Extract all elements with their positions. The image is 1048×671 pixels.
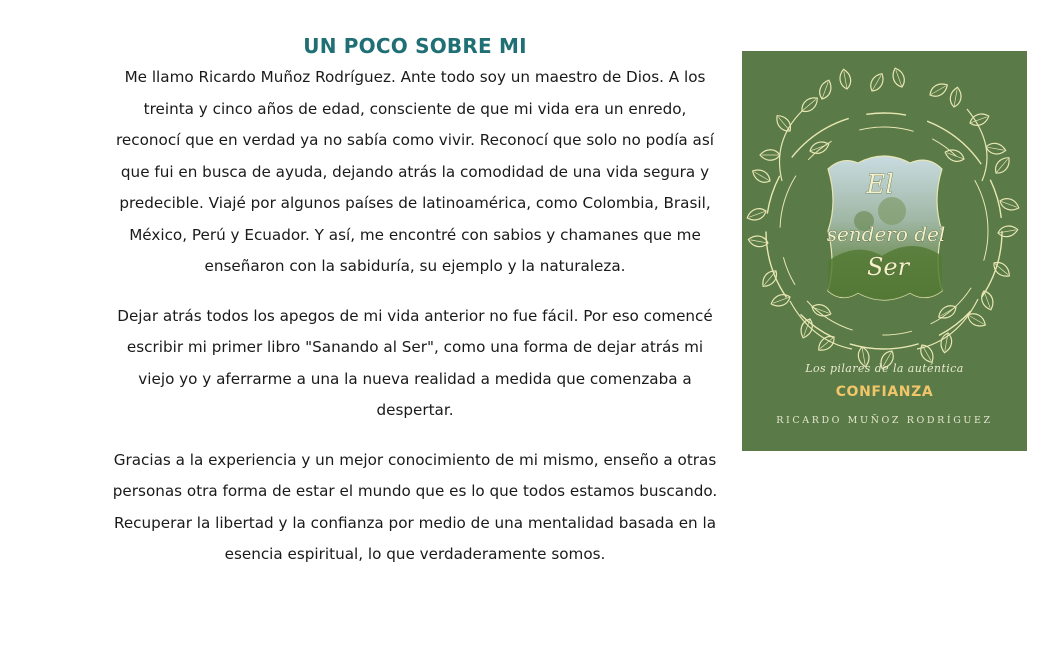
about-paragraph-2: Dejar atrás todos los apegos de mi vida anterior no fue fácil. Por eso comencé escribir mi primer libro "Sanando al Ser", como una forma de dejar atrás mi viejo yo y aferrarme a una la nueva realidad a medida que comenzaba a despertar. (117, 306, 713, 419)
cover-subtitle: Los pilares de la auténtica (805, 362, 964, 375)
about-section (112, 32, 718, 589)
book-cover-image (742, 51, 1027, 451)
cover-title-line2: sendero del (826, 222, 946, 246)
cover-title-line3: Ser (866, 253, 910, 281)
about-paragraph-3: Gracias a la experiencia y un mejor conocimiento de mi mismo, enseño a otras personas otra forma de estar el mundo que es lo que todos estamos buscando. Recuperar la libertad y la confianza por medio de una mentalidad basada en la esencia espiritual, lo que verdaderamente somos. (112, 450, 718, 563)
about-paragraph-1: Me llamo Ricardo Muñoz Rodríguez. Ante todo soy un maestro de Dios. A los treinta y cinco años de edad, consciente de que mi vida era un enredo, reconocí que en verdad ya no sabía como vivir. Reconocí que solo no podía así que fui en busca de ayuda, dejando atrás la comodidad de una vida segura y predecible. Viajé por algunos países de latinoamérica, como Colombia, Brasil, México, Perú y Ecuador. Y así, me encontré con sabios y chamanes que me enseñaron con la sabiduría, su ejemplo y la naturaleza. (116, 68, 714, 275)
cover-title-line1: El (866, 170, 894, 200)
cover-highlight-word: CONFIANZA (835, 384, 934, 400)
cover-author: RICARDO MUÑOZ RODRÍGUEZ (776, 415, 993, 426)
about-title: UN POCO SOBRE MI (303, 34, 527, 58)
